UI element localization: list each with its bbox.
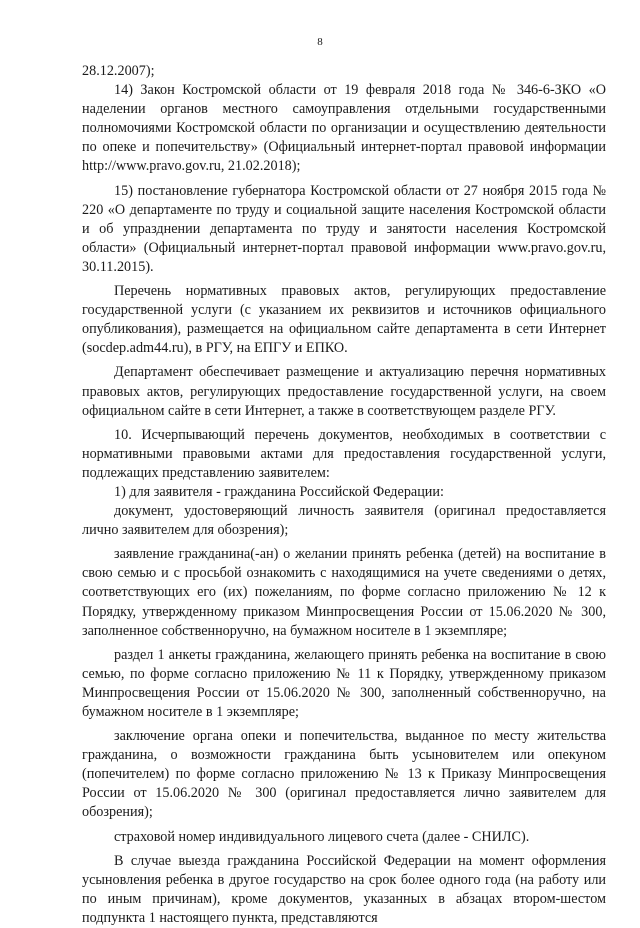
paragraph-law-14: 14) Закон Костромской области от 19 февраля 2018 года № 346-6-ЗКО «О наделении органов местного самоуправления отдельными государственными полномочиями Костромской области по организации и осуществлению деятельности по опеке и попечительству» (Официальный интернет-портал правовой информации http://www.pravo.gov.ru, 21.02.2018); (82, 82, 606, 175)
paragraph-item-10: 10. Исчерпывающий перечень документов, необходимых в соответствии с нормативными правовыми актами для предоставления государственной услуги, подлежащих представлению заявителем: (82, 426, 606, 481)
paragraph-questionnaire: раздел 1 анкеты гражданина, желающего принять ребенка на воспитание в свою семью, по форме согласно приложению № 11 к Порядку, утвержденному приказом Минпросвещения России от 15.06.2020 № 300, заполненный собственноручно, на бумажном носителе в 1 экземпляре; (82, 646, 606, 720)
paragraph-acts-list-update: Департамент обеспечивает размещение и актуализацию перечня нормативных правовых актов, регулирующих предоставление государственной услуги, на своем официальном сайте в сети Интернет, а также в соответствующем разделе РГУ. (82, 364, 606, 419)
paragraph-continuation: 28.12.2007); (82, 63, 155, 79)
paragraph-snils: страховой номер индивидуального лицевого счета (далее - СНИЛС). (114, 828, 530, 845)
paragraph-decree-15: 15) постановление губернатора Костромской области от 27 ноября 2015 года № 220 «О департаменте по труду и социальной защите населения Костромской области и об упразднении департамента по труду и занятости населения Костромской области» (Официальный интернет-портал правовой информации www.pravo.gov.ru, 30.11.2015). (82, 182, 606, 275)
paragraph-identity-document: документ, удостоверяющий личность заявителя (оригинал предоставляется лично заявителем для обозрения); (82, 503, 606, 539)
paragraph-subitem-1: 1) для заявителя - гражданина Российской Федерации: (114, 483, 444, 500)
paragraph-guardianship-conclusion: заключение органа опеки и попечительства, выданное по месту жительства гражданина, о возможности гражданина быть усыновителем или опекуном (попечителем) по форме согласно приложению № 13 к Приказу Минпросвещения России от 15.06.2020 № 300 (оригинал предоставляется лично заявителем для обозрения); (82, 728, 606, 821)
paragraph-departure-case: В случае выезда гражданина Российской Федерации на момент оформления усыновления ребенка в другое государство на срок более одного года (на работу или по иным причинам), кроме документов, указанных в абзацах втором-шестом подпункта 1 настоящего пункта, представляются (82, 852, 606, 926)
page-number: 8 (317, 36, 323, 48)
paragraph-acts-list-placement: Перечень нормативных правовых актов, регулирующих предоставление государственной услуги (с указанием их реквизитов и источников официального опубликования), размещается на официальном сайте департамента в сети Интернет (socdep.adm44.ru), в РГУ, на ЕПГУ и ЕПКО. (82, 283, 606, 357)
paragraph-application: заявление гражданина(-ан) о желании принять ребенка (детей) на воспитание в свою семью и с просьбой ознакомить с находящимися на учете сведениями о детях, соответствующих его (их) пожеланиям, по форме согласно приложению № 12 к Порядку, утвержденному приказом Минпросвещения России от 15.06.2020 № 300, заполненное собственноручно, на бумажном носителе в 1 экземпляре; (82, 546, 606, 639)
document-body (82, 62, 606, 928)
